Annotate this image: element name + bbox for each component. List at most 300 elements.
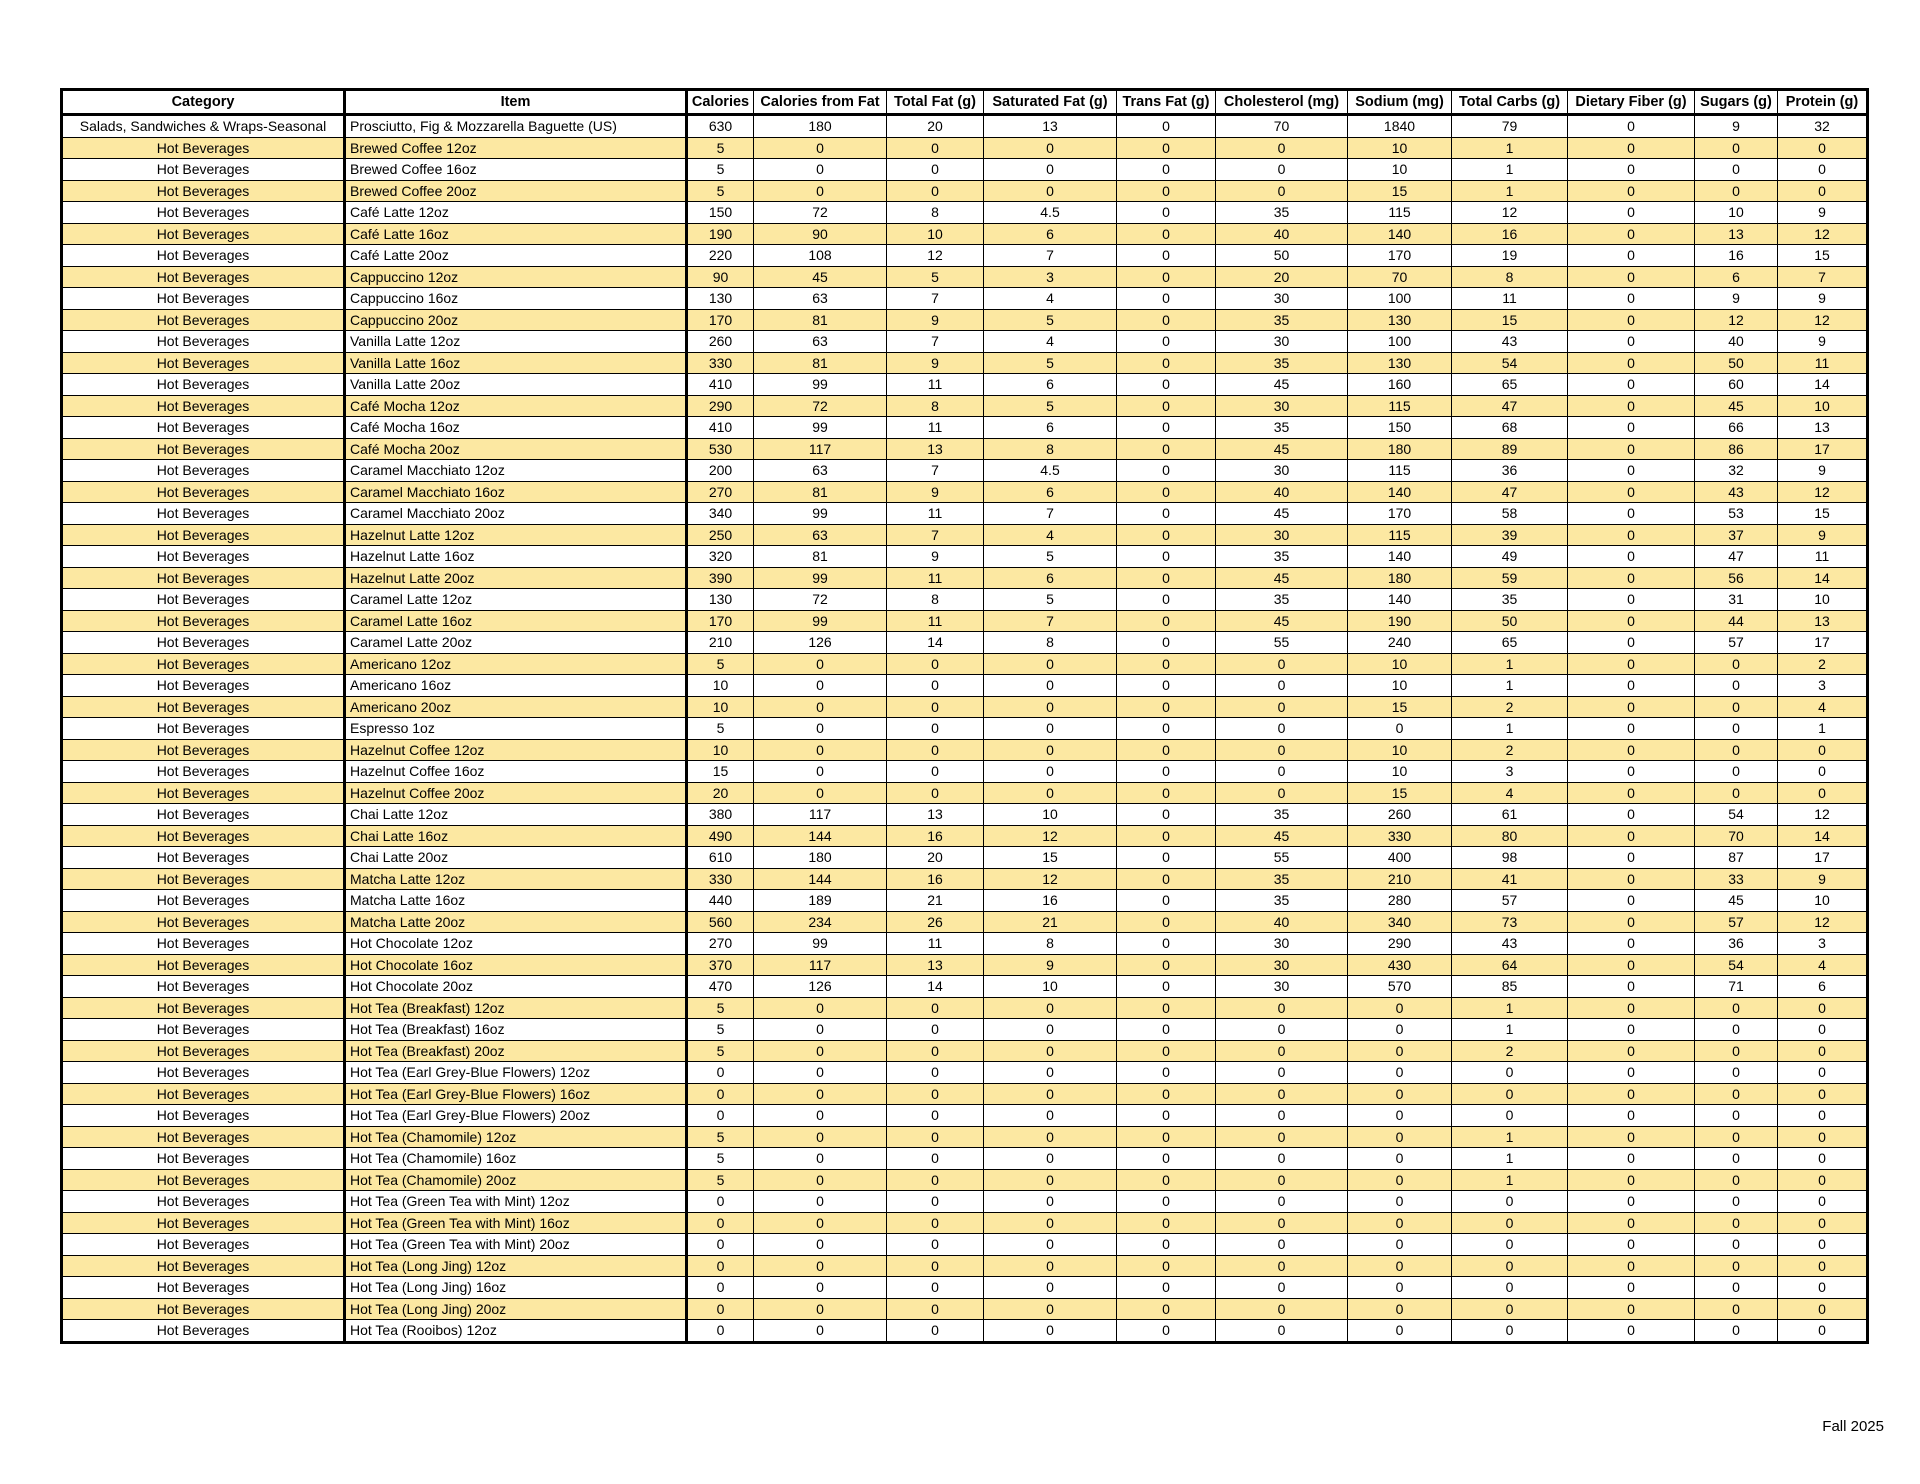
cell-protein: 12 xyxy=(1778,309,1868,331)
cell-sugars: 53 xyxy=(1695,503,1778,525)
cell-sugars: 47 xyxy=(1695,546,1778,568)
cell-trans-fat: 0 xyxy=(1117,1126,1216,1148)
cell-calories: 0 xyxy=(687,1234,754,1256)
table-row xyxy=(62,374,1868,396)
cell-sugars: 0 xyxy=(1695,696,1778,718)
cell-sugars: 33 xyxy=(1695,868,1778,890)
cell-calories-from-fat: 0 xyxy=(754,1105,887,1127)
cell-category: Hot Beverages xyxy=(62,245,345,267)
cell-total-carbs: 0 xyxy=(1452,1212,1568,1234)
cell-item: Cappuccino 20oz xyxy=(345,309,687,331)
cell-total-carbs: 0 xyxy=(1452,1234,1568,1256)
cell-saturated-fat: 0 xyxy=(984,1320,1117,1343)
cell-total-carbs: 3 xyxy=(1452,761,1568,783)
cell-saturated-fat: 6 xyxy=(984,417,1117,439)
table-row xyxy=(62,1062,1868,1084)
cell-total-carbs: 19 xyxy=(1452,245,1568,267)
cell-calories: 410 xyxy=(687,374,754,396)
cell-sodium: 0 xyxy=(1348,1019,1452,1041)
cell-sodium: 0 xyxy=(1348,1320,1452,1343)
cell-category: Hot Beverages xyxy=(62,718,345,740)
cell-item: Vanilla Latte 20oz xyxy=(345,374,687,396)
cell-protein: 0 xyxy=(1778,1126,1868,1148)
cell-category: Hot Beverages xyxy=(62,739,345,761)
cell-item: Caramel Latte 12oz xyxy=(345,589,687,611)
cell-total-fat: 8 xyxy=(887,395,984,417)
cell-total-fat: 20 xyxy=(887,847,984,869)
cell-item: Hot Tea (Green Tea with Mint) 12oz xyxy=(345,1191,687,1213)
cell-total-fat: 10 xyxy=(887,223,984,245)
cell-dietary-fiber: 0 xyxy=(1568,1191,1695,1213)
cell-trans-fat: 0 xyxy=(1117,911,1216,933)
cell-calories: 5 xyxy=(687,1019,754,1041)
cell-calories: 10 xyxy=(687,696,754,718)
cell-total-fat: 0 xyxy=(887,1040,984,1062)
cell-sodium: 1840 xyxy=(1348,115,1452,138)
cell-trans-fat: 0 xyxy=(1117,438,1216,460)
cell-sugars: 54 xyxy=(1695,954,1778,976)
table-row xyxy=(62,1191,1868,1213)
cell-item: Café Mocha 20oz xyxy=(345,438,687,460)
cell-sodium: 430 xyxy=(1348,954,1452,976)
cell-sugars: 45 xyxy=(1695,890,1778,912)
cell-protein: 10 xyxy=(1778,395,1868,417)
cell-dietary-fiber: 0 xyxy=(1568,438,1695,460)
cell-calories-from-fat: 0 xyxy=(754,739,887,761)
cell-protein: 9 xyxy=(1778,868,1868,890)
table-row xyxy=(62,997,1868,1019)
cell-item: Chai Latte 12oz xyxy=(345,804,687,826)
cell-sugars: 0 xyxy=(1695,1234,1778,1256)
cell-sugars: 0 xyxy=(1695,1191,1778,1213)
cell-cholesterol: 30 xyxy=(1216,933,1348,955)
cell-calories-from-fat: 108 xyxy=(754,245,887,267)
cell-trans-fat: 0 xyxy=(1117,137,1216,159)
cell-sodium: 15 xyxy=(1348,782,1452,804)
cell-calories: 150 xyxy=(687,202,754,224)
cell-calories-from-fat: 0 xyxy=(754,1212,887,1234)
cell-item: Hazelnut Latte 12oz xyxy=(345,524,687,546)
cell-category: Hot Beverages xyxy=(62,868,345,890)
cell-item: Hot Chocolate 12oz xyxy=(345,933,687,955)
cell-total-carbs: 79 xyxy=(1452,115,1568,138)
cell-calories-from-fat: 126 xyxy=(754,632,887,654)
cell-total-fat: 0 xyxy=(887,1320,984,1343)
cell-total-fat: 0 xyxy=(887,1191,984,1213)
column-header-total-carbs: Total Carbs (g) xyxy=(1452,90,1568,115)
cell-trans-fat: 0 xyxy=(1117,180,1216,202)
cell-dietary-fiber: 0 xyxy=(1568,911,1695,933)
cell-protein: 4 xyxy=(1778,696,1868,718)
cell-total-carbs: 2 xyxy=(1452,696,1568,718)
cell-total-carbs: 85 xyxy=(1452,976,1568,998)
cell-trans-fat: 0 xyxy=(1117,761,1216,783)
cell-protein: 9 xyxy=(1778,460,1868,482)
cell-protein: 0 xyxy=(1778,1083,1868,1105)
cell-category: Hot Beverages xyxy=(62,976,345,998)
cell-category: Hot Beverages xyxy=(62,438,345,460)
cell-item: Café Latte 12oz xyxy=(345,202,687,224)
cell-protein: 0 xyxy=(1778,1320,1868,1343)
cell-cholesterol: 0 xyxy=(1216,761,1348,783)
cell-cholesterol: 55 xyxy=(1216,632,1348,654)
cell-category: Hot Beverages xyxy=(62,1062,345,1084)
cell-item: Hot Tea (Earl Grey-Blue Flowers) 12oz xyxy=(345,1062,687,1084)
table-row xyxy=(62,352,1868,374)
cell-sugars: 31 xyxy=(1695,589,1778,611)
cell-item: Café Latte 16oz xyxy=(345,223,687,245)
cell-category: Hot Beverages xyxy=(62,1191,345,1213)
cell-saturated-fat: 5 xyxy=(984,352,1117,374)
cell-item: Vanilla Latte 16oz xyxy=(345,352,687,374)
column-header-dietary-fiber: Dietary Fiber (g) xyxy=(1568,90,1695,115)
cell-sodium: 180 xyxy=(1348,438,1452,460)
cell-cholesterol: 35 xyxy=(1216,589,1348,611)
cell-trans-fat: 0 xyxy=(1117,610,1216,632)
cell-calories-from-fat: 0 xyxy=(754,1277,887,1299)
table-row xyxy=(62,309,1868,331)
cell-total-fat: 11 xyxy=(887,374,984,396)
cell-sodium: 280 xyxy=(1348,890,1452,912)
table-row xyxy=(62,438,1868,460)
cell-sugars: 37 xyxy=(1695,524,1778,546)
cell-sodium: 260 xyxy=(1348,804,1452,826)
cell-category: Hot Beverages xyxy=(62,567,345,589)
cell-cholesterol: 45 xyxy=(1216,610,1348,632)
cell-dietary-fiber: 0 xyxy=(1568,309,1695,331)
cell-saturated-fat: 4 xyxy=(984,288,1117,310)
cell-total-carbs: 98 xyxy=(1452,847,1568,869)
cell-sugars: 60 xyxy=(1695,374,1778,396)
cell-saturated-fat: 4.5 xyxy=(984,202,1117,224)
cell-protein: 1 xyxy=(1778,718,1868,740)
cell-saturated-fat: 4 xyxy=(984,331,1117,353)
cell-sugars: 0 xyxy=(1695,1320,1778,1343)
table-row xyxy=(62,782,1868,804)
cell-trans-fat: 0 xyxy=(1117,847,1216,869)
cell-cholesterol: 40 xyxy=(1216,481,1348,503)
cell-sugars: 71 xyxy=(1695,976,1778,998)
cell-calories-from-fat: 0 xyxy=(754,1298,887,1320)
cell-dietary-fiber: 0 xyxy=(1568,739,1695,761)
cell-dietary-fiber: 0 xyxy=(1568,847,1695,869)
cell-protein: 0 xyxy=(1778,1148,1868,1170)
cell-total-fat: 16 xyxy=(887,868,984,890)
cell-cholesterol: 55 xyxy=(1216,847,1348,869)
cell-calories-from-fat: 63 xyxy=(754,460,887,482)
cell-total-fat: 0 xyxy=(887,1255,984,1277)
cell-protein: 0 xyxy=(1778,1169,1868,1191)
cell-cholesterol: 0 xyxy=(1216,159,1348,181)
cell-cholesterol: 0 xyxy=(1216,1234,1348,1256)
cell-sugars: 0 xyxy=(1695,739,1778,761)
cell-sugars: 0 xyxy=(1695,1298,1778,1320)
cell-calories: 130 xyxy=(687,288,754,310)
cell-category: Salads, Sandwiches & Wraps-Seasonal xyxy=(62,115,345,138)
cell-trans-fat: 0 xyxy=(1117,567,1216,589)
cell-trans-fat: 0 xyxy=(1117,331,1216,353)
cell-calories: 5 xyxy=(687,137,754,159)
table-row xyxy=(62,288,1868,310)
cell-category: Hot Beverages xyxy=(62,1298,345,1320)
cell-calories-from-fat: 0 xyxy=(754,1040,887,1062)
cell-sugars: 0 xyxy=(1695,1019,1778,1041)
cell-calories: 370 xyxy=(687,954,754,976)
cell-total-fat: 0 xyxy=(887,180,984,202)
cell-dietary-fiber: 0 xyxy=(1568,675,1695,697)
cell-saturated-fat: 8 xyxy=(984,438,1117,460)
cell-sodium: 0 xyxy=(1348,1105,1452,1127)
cell-item: Brewed Coffee 16oz xyxy=(345,159,687,181)
cell-calories-from-fat: 90 xyxy=(754,223,887,245)
cell-calories-from-fat: 0 xyxy=(754,1255,887,1277)
cell-sodium: 140 xyxy=(1348,589,1452,611)
cell-saturated-fat: 0 xyxy=(984,1298,1117,1320)
cell-sugars: 12 xyxy=(1695,309,1778,331)
cell-cholesterol: 35 xyxy=(1216,309,1348,331)
cell-calories-from-fat: 0 xyxy=(754,159,887,181)
cell-cholesterol: 0 xyxy=(1216,1040,1348,1062)
cell-cholesterol: 0 xyxy=(1216,1105,1348,1127)
cell-category: Hot Beverages xyxy=(62,137,345,159)
cell-calories: 10 xyxy=(687,739,754,761)
cell-trans-fat: 0 xyxy=(1117,589,1216,611)
cell-dietary-fiber: 0 xyxy=(1568,266,1695,288)
cell-calories-from-fat: 180 xyxy=(754,115,887,138)
cell-trans-fat: 0 xyxy=(1117,1234,1216,1256)
cell-trans-fat: 0 xyxy=(1117,115,1216,138)
cell-total-fat: 0 xyxy=(887,675,984,697)
cell-total-fat: 0 xyxy=(887,1105,984,1127)
cell-dietary-fiber: 0 xyxy=(1568,352,1695,374)
cell-category: Hot Beverages xyxy=(62,331,345,353)
cell-dietary-fiber: 0 xyxy=(1568,1062,1695,1084)
cell-sugars: 32 xyxy=(1695,460,1778,482)
table-row xyxy=(62,481,1868,503)
cell-dietary-fiber: 0 xyxy=(1568,567,1695,589)
cell-saturated-fat: 4.5 xyxy=(984,460,1117,482)
cell-category: Hot Beverages xyxy=(62,653,345,675)
cell-calories-from-fat: 0 xyxy=(754,997,887,1019)
cell-sodium: 115 xyxy=(1348,202,1452,224)
cell-item: Café Latte 20oz xyxy=(345,245,687,267)
cell-cholesterol: 35 xyxy=(1216,352,1348,374)
cell-cholesterol: 0 xyxy=(1216,1126,1348,1148)
column-header-calories: Calories xyxy=(687,90,754,115)
cell-sugars: 86 xyxy=(1695,438,1778,460)
cell-calories-from-fat: 99 xyxy=(754,417,887,439)
cell-item: Brewed Coffee 20oz xyxy=(345,180,687,202)
cell-category: Hot Beverages xyxy=(62,890,345,912)
cell-sugars: 9 xyxy=(1695,288,1778,310)
cell-cholesterol: 0 xyxy=(1216,1212,1348,1234)
cell-total-carbs: 1 xyxy=(1452,159,1568,181)
cell-sodium: 0 xyxy=(1348,1040,1452,1062)
cell-protein: 14 xyxy=(1778,567,1868,589)
cell-protein: 10 xyxy=(1778,890,1868,912)
cell-protein: 15 xyxy=(1778,503,1868,525)
table-row xyxy=(62,1277,1868,1299)
cell-protein: 0 xyxy=(1778,1234,1868,1256)
cell-category: Hot Beverages xyxy=(62,352,345,374)
cell-calories-from-fat: 0 xyxy=(754,1169,887,1191)
cell-cholesterol: 0 xyxy=(1216,1277,1348,1299)
cell-sodium: 570 xyxy=(1348,976,1452,998)
cell-dietary-fiber: 0 xyxy=(1568,374,1695,396)
cell-sodium: 0 xyxy=(1348,1126,1452,1148)
cell-sodium: 10 xyxy=(1348,159,1452,181)
cell-total-fat: 0 xyxy=(887,997,984,1019)
cell-dietary-fiber: 0 xyxy=(1568,761,1695,783)
cell-total-carbs: 1 xyxy=(1452,1019,1568,1041)
cell-item: Americano 20oz xyxy=(345,696,687,718)
cell-saturated-fat: 6 xyxy=(984,567,1117,589)
cell-trans-fat: 0 xyxy=(1117,460,1216,482)
cell-sodium: 0 xyxy=(1348,1083,1452,1105)
cell-trans-fat: 0 xyxy=(1117,804,1216,826)
cell-calories: 90 xyxy=(687,266,754,288)
cell-sodium: 10 xyxy=(1348,653,1452,675)
cell-trans-fat: 0 xyxy=(1117,1191,1216,1213)
cell-dietary-fiber: 0 xyxy=(1568,481,1695,503)
cell-protein: 0 xyxy=(1778,1298,1868,1320)
cell-cholesterol: 45 xyxy=(1216,567,1348,589)
cell-trans-fat: 0 xyxy=(1117,1148,1216,1170)
cell-total-carbs: 2 xyxy=(1452,739,1568,761)
cell-total-carbs: 47 xyxy=(1452,481,1568,503)
cell-total-fat: 13 xyxy=(887,954,984,976)
cell-dietary-fiber: 0 xyxy=(1568,653,1695,675)
cell-trans-fat: 0 xyxy=(1117,395,1216,417)
table-row xyxy=(62,1255,1868,1277)
cell-total-carbs: 1 xyxy=(1452,675,1568,697)
cell-protein: 0 xyxy=(1778,1062,1868,1084)
cell-cholesterol: 70 xyxy=(1216,115,1348,138)
cell-cholesterol: 40 xyxy=(1216,223,1348,245)
cell-total-fat: 0 xyxy=(887,1234,984,1256)
cell-item: Americano 12oz xyxy=(345,653,687,675)
cell-protein: 0 xyxy=(1778,1191,1868,1213)
cell-category: Hot Beverages xyxy=(62,288,345,310)
table-row xyxy=(62,202,1868,224)
cell-trans-fat: 0 xyxy=(1117,868,1216,890)
cell-item: Hot Tea (Earl Grey-Blue Flowers) 20oz xyxy=(345,1105,687,1127)
cell-calories-from-fat: 0 xyxy=(754,761,887,783)
cell-calories-from-fat: 0 xyxy=(754,1062,887,1084)
cell-total-carbs: 59 xyxy=(1452,567,1568,589)
cell-dietary-fiber: 0 xyxy=(1568,331,1695,353)
cell-calories-from-fat: 234 xyxy=(754,911,887,933)
cell-category: Hot Beverages xyxy=(62,911,345,933)
cell-protein: 0 xyxy=(1778,180,1868,202)
cell-sugars: 0 xyxy=(1695,997,1778,1019)
column-header-sodium: Sodium (mg) xyxy=(1348,90,1452,115)
cell-cholesterol: 35 xyxy=(1216,546,1348,568)
cell-calories-from-fat: 72 xyxy=(754,589,887,611)
cell-trans-fat: 0 xyxy=(1117,159,1216,181)
cell-saturated-fat: 16 xyxy=(984,890,1117,912)
table-row xyxy=(62,546,1868,568)
cell-protein: 0 xyxy=(1778,1105,1868,1127)
cell-dietary-fiber: 0 xyxy=(1568,1320,1695,1343)
cell-calories: 610 xyxy=(687,847,754,869)
cell-saturated-fat: 9 xyxy=(984,954,1117,976)
cell-saturated-fat: 0 xyxy=(984,997,1117,1019)
cell-cholesterol: 0 xyxy=(1216,1062,1348,1084)
table-row xyxy=(62,675,1868,697)
cell-sodium: 210 xyxy=(1348,868,1452,890)
cell-calories: 0 xyxy=(687,1255,754,1277)
cell-trans-fat: 0 xyxy=(1117,1169,1216,1191)
cell-sodium: 100 xyxy=(1348,288,1452,310)
cell-sodium: 10 xyxy=(1348,739,1452,761)
cell-total-carbs: 61 xyxy=(1452,804,1568,826)
cell-sodium: 0 xyxy=(1348,1148,1452,1170)
cell-total-carbs: 0 xyxy=(1452,1277,1568,1299)
cell-sodium: 400 xyxy=(1348,847,1452,869)
cell-calories-from-fat: 144 xyxy=(754,868,887,890)
table-row xyxy=(62,524,1868,546)
cell-total-carbs: 0 xyxy=(1452,1105,1568,1127)
cell-sodium: 0 xyxy=(1348,1255,1452,1277)
cell-sodium: 15 xyxy=(1348,696,1452,718)
cell-sugars: 0 xyxy=(1695,137,1778,159)
cell-calories: 5 xyxy=(687,159,754,181)
cell-category: Hot Beverages xyxy=(62,1255,345,1277)
cell-item: Caramel Macchiato 16oz xyxy=(345,481,687,503)
cell-trans-fat: 0 xyxy=(1117,718,1216,740)
cell-item: Caramel Macchiato 12oz xyxy=(345,460,687,482)
cell-category: Hot Beverages xyxy=(62,589,345,611)
cell-sodium: 10 xyxy=(1348,675,1452,697)
cell-total-fat: 0 xyxy=(887,739,984,761)
cell-sugars: 10 xyxy=(1695,202,1778,224)
cell-sugars: 0 xyxy=(1695,180,1778,202)
cell-cholesterol: 0 xyxy=(1216,1191,1348,1213)
cell-protein: 9 xyxy=(1778,331,1868,353)
cell-cholesterol: 0 xyxy=(1216,739,1348,761)
cell-total-fat: 0 xyxy=(887,1083,984,1105)
cell-saturated-fat: 7 xyxy=(984,245,1117,267)
cell-saturated-fat: 0 xyxy=(984,653,1117,675)
cell-dietary-fiber: 0 xyxy=(1568,997,1695,1019)
cell-total-fat: 0 xyxy=(887,159,984,181)
cell-total-fat: 0 xyxy=(887,1062,984,1084)
cell-sugars: 16 xyxy=(1695,245,1778,267)
cell-sodium: 10 xyxy=(1348,137,1452,159)
cell-total-fat: 0 xyxy=(887,696,984,718)
cell-total-fat: 11 xyxy=(887,503,984,525)
cell-cholesterol: 45 xyxy=(1216,438,1348,460)
cell-calories: 0 xyxy=(687,1191,754,1213)
cell-protein: 12 xyxy=(1778,481,1868,503)
cell-cholesterol: 0 xyxy=(1216,180,1348,202)
cell-protein: 6 xyxy=(1778,976,1868,998)
table-row xyxy=(62,890,1868,912)
cell-dietary-fiber: 0 xyxy=(1568,1298,1695,1320)
cell-cholesterol: 35 xyxy=(1216,202,1348,224)
cell-total-carbs: 0 xyxy=(1452,1320,1568,1343)
cell-sugars: 57 xyxy=(1695,632,1778,654)
cell-dietary-fiber: 0 xyxy=(1568,417,1695,439)
cell-dietary-fiber: 0 xyxy=(1568,503,1695,525)
cell-cholesterol: 0 xyxy=(1216,1320,1348,1343)
cell-protein: 0 xyxy=(1778,1019,1868,1041)
cell-trans-fat: 0 xyxy=(1117,288,1216,310)
cell-category: Hot Beverages xyxy=(62,395,345,417)
cell-sodium: 0 xyxy=(1348,1191,1452,1213)
cell-saturated-fat: 10 xyxy=(984,976,1117,998)
